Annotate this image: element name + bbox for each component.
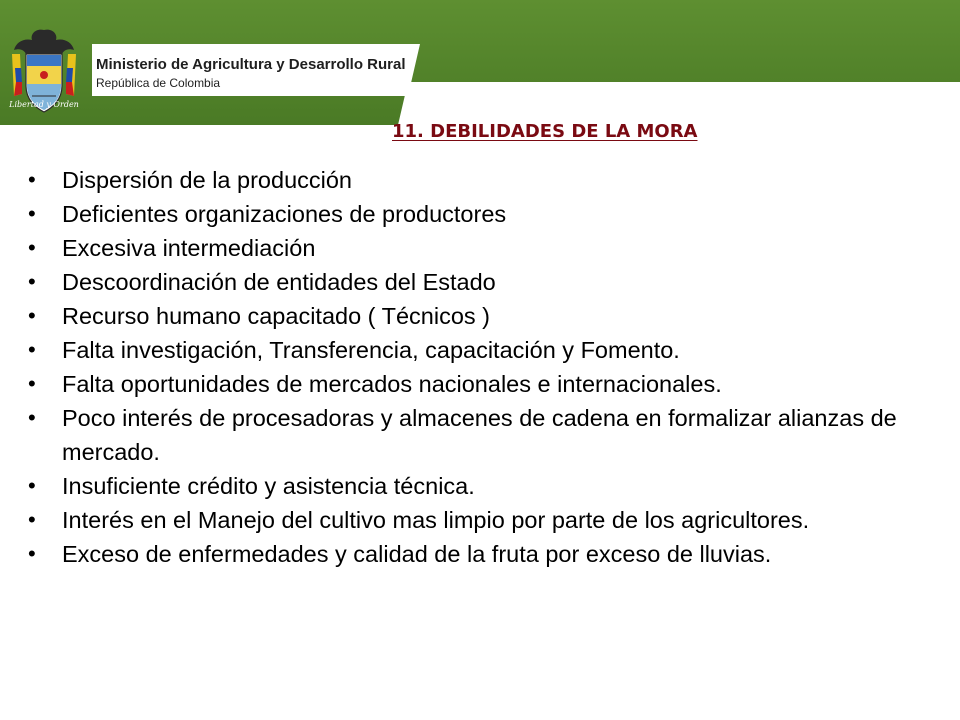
bullet-mark: • (28, 405, 36, 430)
bullet-item (28, 299, 928, 333)
bullet-item (28, 537, 928, 571)
bullet-text: Exceso de enfermedades y calidad de la fruta por exceso de lluvias. (62, 541, 772, 567)
bullet-mark: • (28, 201, 36, 226)
slide-title: 11. DEBILIDADES DE LA MORA (392, 121, 698, 142)
bullet-item (28, 401, 928, 469)
bullet-list (28, 163, 928, 571)
bullet-text: Descoordinación de entidades del Estado (62, 269, 496, 295)
bullet-text: Falta investigación, Transferencia, capacitación y Fomento. (62, 337, 680, 363)
bullet-mark: • (28, 235, 36, 260)
bullet-text: Excesiva intermediación (62, 235, 316, 261)
bullet-mark: • (28, 167, 36, 192)
bullet-mark: • (28, 541, 36, 566)
bullet-mark: • (28, 507, 36, 532)
bullet-mark: • (28, 473, 36, 498)
bullet-item (28, 163, 928, 197)
bullet-item (28, 333, 928, 367)
bullet-mark: • (28, 371, 36, 396)
bullet-mark: • (28, 303, 36, 328)
colombia-coat-of-arms-icon (6, 24, 82, 124)
bullet-mark: • (28, 269, 36, 294)
seal-caption: Libertad y Orden (9, 100, 79, 109)
ministry-subtitle: República de Colombia (96, 76, 221, 90)
bullet-text: Recurso humano capacitado ( Técnicos ) (62, 303, 491, 329)
bullet-item (28, 231, 928, 265)
bullet-item (28, 265, 928, 299)
bullet-text: Insuficiente crédito y asistencia técnica. (62, 473, 475, 499)
bullet-text: Poco interés de procesadoras y almacenes de cadena en formalizar alianzas de mercado. (62, 405, 897, 465)
bullet-text: Interés en el Manejo del cultivo mas limpio por parte de los agricultores. (62, 507, 810, 533)
header-band (0, 0, 960, 130)
bullet-item (28, 469, 928, 503)
bullet-text: Dispersión de la producción (62, 167, 352, 193)
ministry-name: Ministerio de Agricultura y Desarrollo Rural (96, 56, 406, 73)
bullet-item (28, 367, 928, 401)
bullet-mark: • (28, 337, 36, 362)
bullet-item (28, 197, 928, 231)
bullet-text: Deficientes organizaciones de productores (62, 201, 507, 227)
bullet-item (28, 503, 928, 537)
bullet-text: Falta oportunidades de mercados nacionales e internacionales. (62, 371, 722, 397)
